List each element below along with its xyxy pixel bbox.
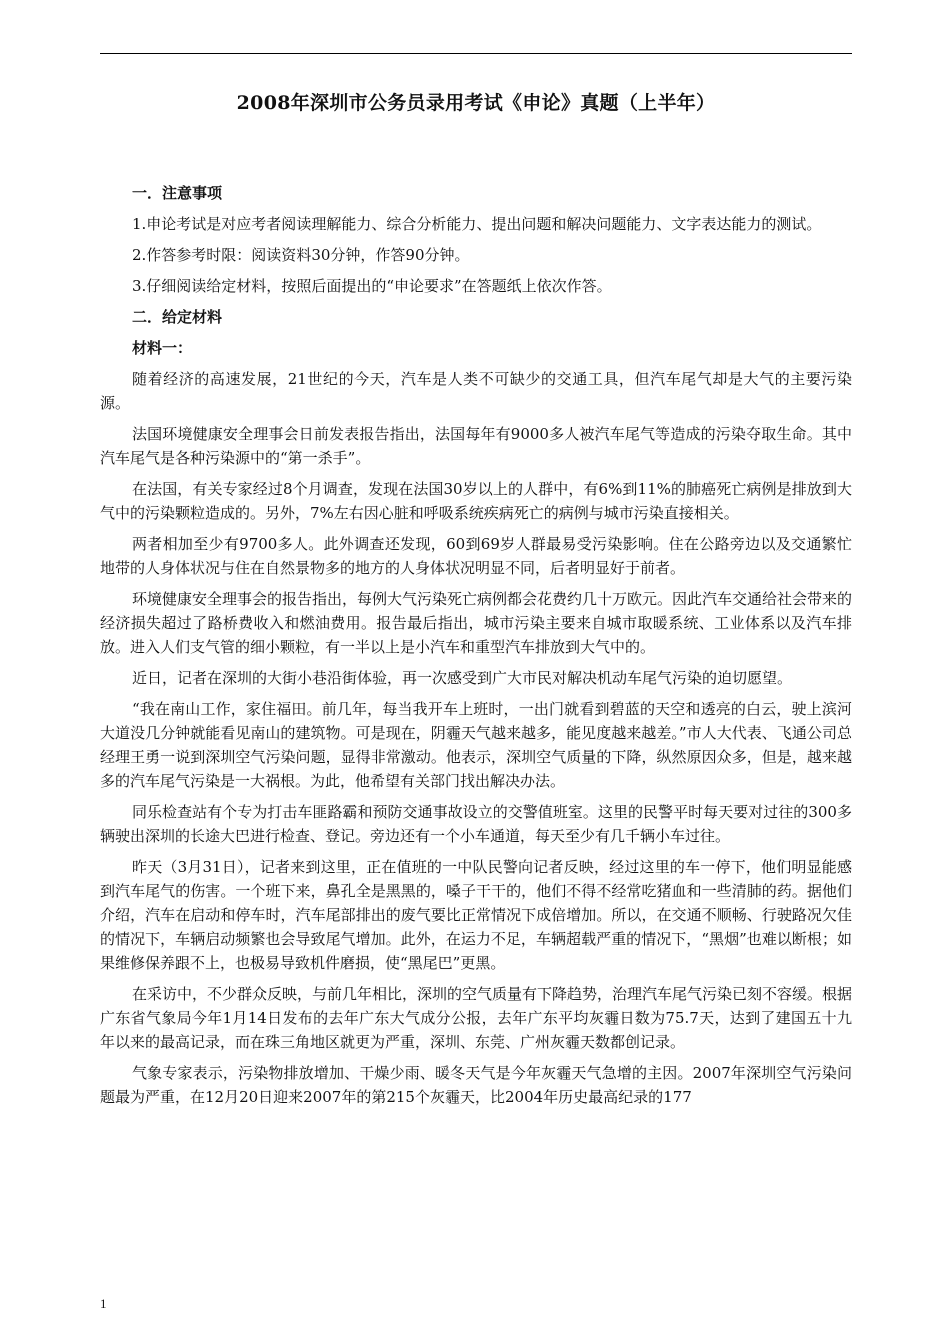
paragraph: 近日，记者在深圳的大街小巷沿街体验，再一次感受到广大市民对解决机动车尾气污染的迫切愿望。: [132, 669, 793, 687]
paragraph: “我在南山工作，家住福田。前几年，每当我开车上班时，一出门就看到碧蓝的天空和透亮的白云，驶上滨河大道没几分钟就能看见南山的建筑物。可是现在，阴霾天气越来越多，能见度越来越差。”市人大代表、飞通公司总经理王勇一说到深圳空气污染问题，显得非常激动。他表示，深圳空气质量的下降，纵然原因众多，但是，越来越多的汽车尾气污染是一大祸根。为此，他希望有关部门找出解决办法。: [100, 700, 852, 790]
paragraph: 同乐检查站有个专为打击车匪路霸和预防交通事故设立的交警值班室。这里的民警平时每天要对过往的300多辆驶出深圳的长途大巴进行检查、登记。旁边还有一个小车通道，每天至少有几千辆小车过往。: [100, 803, 852, 845]
paragraph: 昨天（3月31日），记者来到这里，正在值班的一中队民警向记者反映，经过这里的车一停下，他们明显能感到汽车尾气的伤害。一个班下来，鼻孔全是黑黑的，嗓子干干的，他们不得不经常吃猪血和一些清肺的药。据他们介绍，汽车在启动和停车时，汽车尾部排出的废气要比正常情况下成倍增加。所以，在交通不顺畅、行驶路况欠佳的情况下，车辆启动频繁也会导致尾气增加。此外，在运力不足，车辆超载严重的情况下，“黑烟”也难以断根；如果维修保养跟不上，也极易导致机件磨损，使“黑尾巴”更黑。: [100, 858, 852, 972]
paragraph: 法国环境健康安全理事会日前发表报告指出，法国每年有9000多人被汽车尾气等造成的污染夺取生命。其中汽车尾气是各种污染源中的“第一杀手”。: [100, 425, 852, 467]
paragraph: 在法国，有关专家经过8个月调查，发现在法国30岁以上的人群中，有6%到11%的肺癌死亡病例是排放到大气中的污染颗粒造成的。另外，7%左右因心脏和呼吸系统疾病死亡的病例与城市污染直接相关。: [100, 480, 852, 522]
paragraph: 在采访中，不少群众反映，与前几年相比，深圳的空气质量有下降趋势，治理汽车尾气污染已刻不容缓。根据广东省气象局今年1月14日发布的去年广东大气成分公报，去年广东平均灰霾日数为75.7天，达到了建国五十九年以来的最高记录，而在珠三角地区就更为严重，深圳、东莞、广州灰霾天数都创记录。: [100, 985, 853, 1051]
note-item: 1.申论考试是对应考者阅读理解能力、综合分析能力、提出问题和解决问题能力、文字表达能力的测试。: [132, 215, 822, 233]
header-rule: [100, 53, 852, 54]
paragraph: 气象专家表示，污染物排放增加、干燥少雨、暖冬天气是今年灰霾天气急增的主因。2007年深圳空气污染问题最为严重，在12月20日迎来2007年的第215个灰霾天，比2004年历史最高纪录的177: [100, 1064, 852, 1106]
section-heading-notes: 一．注意事项: [132, 184, 223, 202]
page-number: 1: [100, 1296, 107, 1311]
paragraph: 两者相加至少有9700多人。此外调查还发现，60到69岁人群最易受污染影响。住在公路旁边以及交通繁忙地带的人身体状况与住在自然景物多的地方的人身体状况明显不同，后者明显好于前者。: [100, 535, 852, 577]
document-body: [100, 181, 852, 1116]
paragraph: 环境健康安全理事会的报告指出，每例大气污染死亡病例都会花费约几十万欧元。因此汽车交通给社会带来的经济损失超过了路桥费收入和燃油费用。报告最后指出，城市污染主要来自城市取暖系统、工业体系以及汽车排放。进入人们支气管的细小颗粒，有一半以上是小汽车和重型汽车排放到大气中的。: [100, 590, 853, 656]
section-heading-materials: 二．给定材料: [132, 308, 223, 326]
material-heading: 材料一：: [132, 339, 193, 357]
note-item: 2.作答参考时限：阅读资料30分钟，作答90分钟。: [132, 246, 470, 264]
page-title: 2008年深圳市公务员录用考试《申论》真题（上半年）: [236, 92, 716, 114]
note-item: 3.仔细阅读给定材料，按照后面提出的“申论要求”在答题纸上依次作答。: [132, 277, 612, 295]
paragraph: 随着经济的高速发展，21世纪的今天，汽车是人类不可缺少的交通工具，但汽车尾气却是大气的主要污染源。: [100, 370, 852, 412]
